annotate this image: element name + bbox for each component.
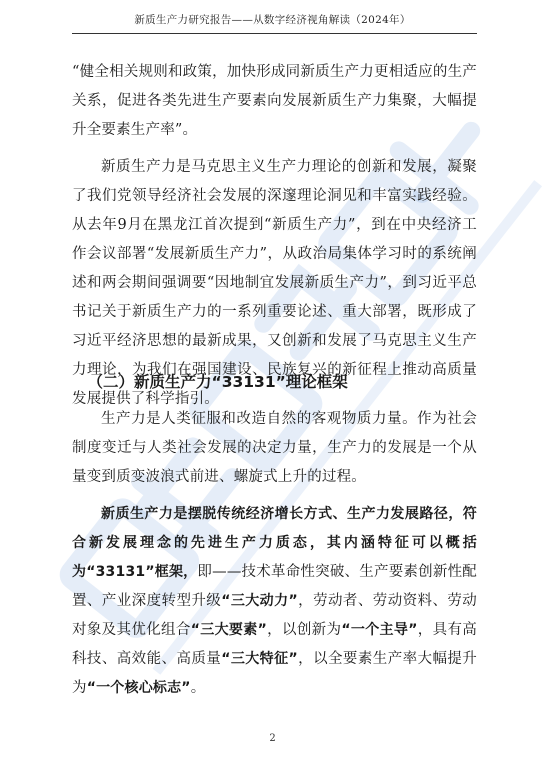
- text-run: ，具有高科技、高效能、高质量: [72, 622, 477, 667]
- header-rule: [72, 33, 477, 34]
- emphasis-text: 新质生产力是摆脱传统经济增长方式、生产力发展路径，符合新发展理念的先进生产力质态，其内涵特征可以概括为“33131”框架，: [72, 506, 477, 580]
- emphasis-text: “一个核心标志”: [86, 680, 191, 696]
- emphasis-text: “三大动力”: [221, 593, 298, 609]
- page-number: 2: [269, 733, 276, 744]
- emphasis-text: “三大要素”: [190, 622, 267, 638]
- paragraph: 新质生产力是马克思主义生产力理论的创新和发展，凝聚了我们党领导经济社会发展的深邃理论洞见和丰富实践经验。从去年9月在黑龙江首次提到“新质生产力”，到在中央经济工作会议部署“发展新质生产力”，从政治局集体学习时的系统阐述和两会期间强调要“因地制宜发展新质生产力”，到习近平总书记关于新质生产力的一系列重要论述、重大部署，既形成了习近平经济思想的最新成果，又创新和发展了马克思主义生产力理论，为我们在强国建设、民族复兴的新征程上推动高质量发展提供了科学指引。: [72, 159, 477, 407]
- emphasis-text: “三大特征”: [221, 651, 298, 667]
- emphasis-text: “一个主导”: [341, 622, 418, 638]
- paragraph: [72, 500, 477, 696]
- paragraph: “健全相关规则和政策，加快形成同新质生产力更相适应的生产关系，促进各类先进生产要素向发展新质生产力集聚，大幅提升全要素生产率”。: [72, 64, 477, 138]
- paragraph: 生产力是人类征服和改造自然的客观物质力量。作为社会制度变迁与人类社会发展的决定力量，生产力的发展是一个从量变到质变波浪式前进、螺旋式上升的过程。: [72, 411, 477, 485]
- text-run: ，劳动者、劳动资料、劳动对象及其优化组合: [72, 593, 477, 638]
- running-header: 新质生产力研究报告——从数字经济视角解读（2024年）: [134, 14, 411, 26]
- section-heading: （二）新质生产力“33131”理论框架: [87, 373, 348, 391]
- page-body: [72, 58, 477, 696]
- text-run: ，以全要素生产率大幅提升为: [72, 651, 477, 696]
- text-run: 即——技术革命性突破、生产要素创新性配置、产业深度转型升级: [72, 564, 477, 609]
- text-run: 。: [190, 680, 206, 696]
- text-run: ，以创新为: [267, 622, 342, 638]
